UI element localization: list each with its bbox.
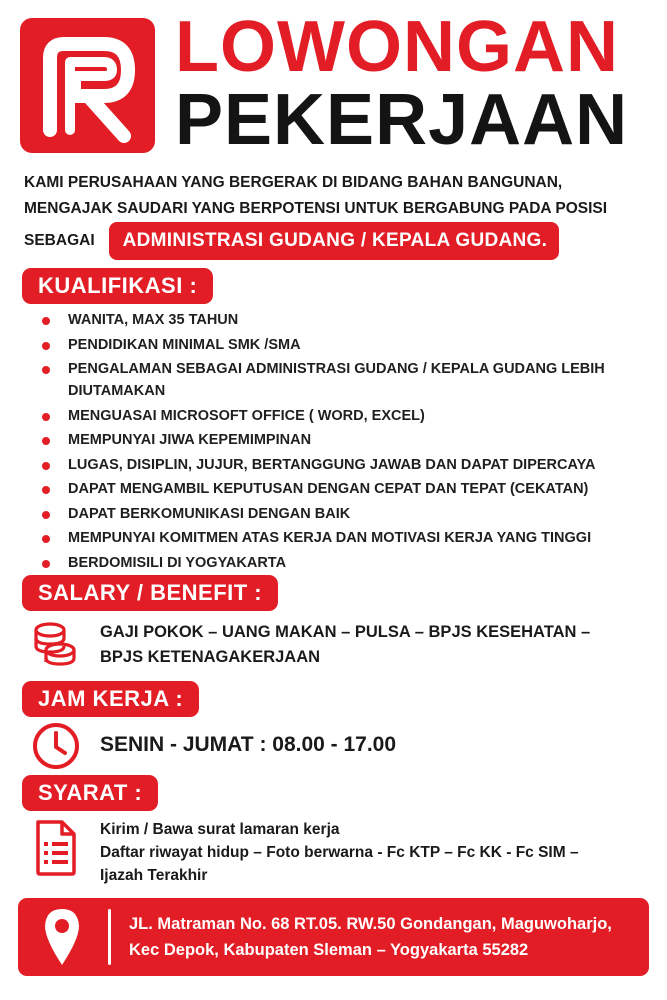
list-item: DAPAT BERKOMUNIKASI DENGAN BAIK: [40, 503, 650, 525]
document-icon: [30, 818, 82, 883]
list-item: MENGUASAI MICROSOFT OFFICE ( WORD, EXCEL): [40, 405, 650, 427]
jam-kerja-text: SENIN - JUMAT : 08.00 - 17.00: [100, 733, 397, 756]
page-title: [175, 7, 655, 160]
list-item: MEMPUNYAI KOMITMEN ATAS KERJA DAN MOTIVASI KERJA YANG TINGGI: [40, 527, 650, 549]
clock-icon: [30, 720, 82, 777]
syarat-row: [30, 818, 650, 887]
list-item: DAPAT MENGAMBIL KEPUTUSAN DENGAN CEPAT DAN TEPAT (CEKATAN): [40, 478, 650, 500]
jam-kerja-heading: JAM KERJA :: [22, 681, 199, 717]
address-text: [129, 911, 612, 963]
list-item: WANITA, MAX 35 TAHUN: [40, 309, 650, 331]
pr-logo-icon: [20, 18, 155, 153]
location-pin-icon: [42, 907, 82, 967]
syarat-line-1: Kirim / Bawa surat lamaran kerja: [100, 821, 340, 838]
address-line-1: JL. Matraman No. 68 RT.05. RW.50 Gondangan, Maguwoharjo,: [129, 915, 612, 933]
address-divider: [108, 909, 111, 965]
syarat-heading: SYARAT :: [22, 775, 158, 811]
intro-line-1: KAMI PERUSAHAAN YANG BERGERAK DI BIDANG BAHAN BANGUNAN,: [24, 174, 563, 191]
list-item: PENDIDIKAN MINIMAL SMK /SMA: [40, 334, 650, 356]
intro-line-2: MENGAJAK SAUDARI YANG BERPOTENSI UNTUK BERGABUNG PADA POSISI: [24, 200, 608, 217]
jam-kerja-row: [30, 720, 650, 777]
syarat-text: [100, 818, 579, 887]
address-bar: [18, 898, 649, 976]
salary-line-1: GAJI POKOK – UANG MAKAN – PULSA – BPJS KESEHATAN –: [100, 623, 591, 641]
title-line-2: PEKERJAAN: [175, 80, 629, 160]
title-line-1: LOWONGAN: [175, 7, 619, 87]
kualifikasi-heading: KUALIFIKASI :: [22, 268, 213, 304]
intro-line-3: SEBAGAI: [24, 232, 95, 249]
syarat-line-3: Ijazah Terakhir: [100, 867, 208, 884]
list-item: LUGAS, DISIPLIN, JUJUR, BERTANGGUNG JAWAB DAN DAPAT DIPERCAYA: [40, 454, 650, 476]
intro-text: [24, 170, 654, 260]
list-item: MEMPUNYAI JIWA KEPEMIMPINAN: [40, 429, 650, 451]
coins-icon: [30, 620, 82, 675]
salary-heading: SALARY / BENEFIT :: [22, 575, 278, 611]
salary-line-2: BPJS KETENAGAKERJAAN: [100, 648, 321, 666]
kualifikasi-list: [40, 309, 650, 576]
position-badge: ADMINISTRASI GUDANG / KEPALA GUDANG.: [109, 222, 560, 260]
company-logo: [20, 18, 155, 153]
syarat-line-2: Daftar riwayat hidup – Foto berwarna - Fc KTP – Fc KK - Fc SIM –: [100, 844, 579, 861]
list-item: BERDOMISILI DI YOGYAKARTA: [40, 552, 650, 574]
address-line-2: Kec Depok, Kabupaten Sleman – Yogyakarta 55282: [129, 941, 529, 959]
salary-row: [30, 620, 650, 675]
salary-text: [100, 620, 590, 670]
intro-line-3-row: [24, 222, 654, 260]
list-item: PENGALAMAN SEBAGAI ADMINISTRASI GUDANG / KEPALA GUDANG LEBIH DIUTAMAKAN: [40, 358, 650, 402]
